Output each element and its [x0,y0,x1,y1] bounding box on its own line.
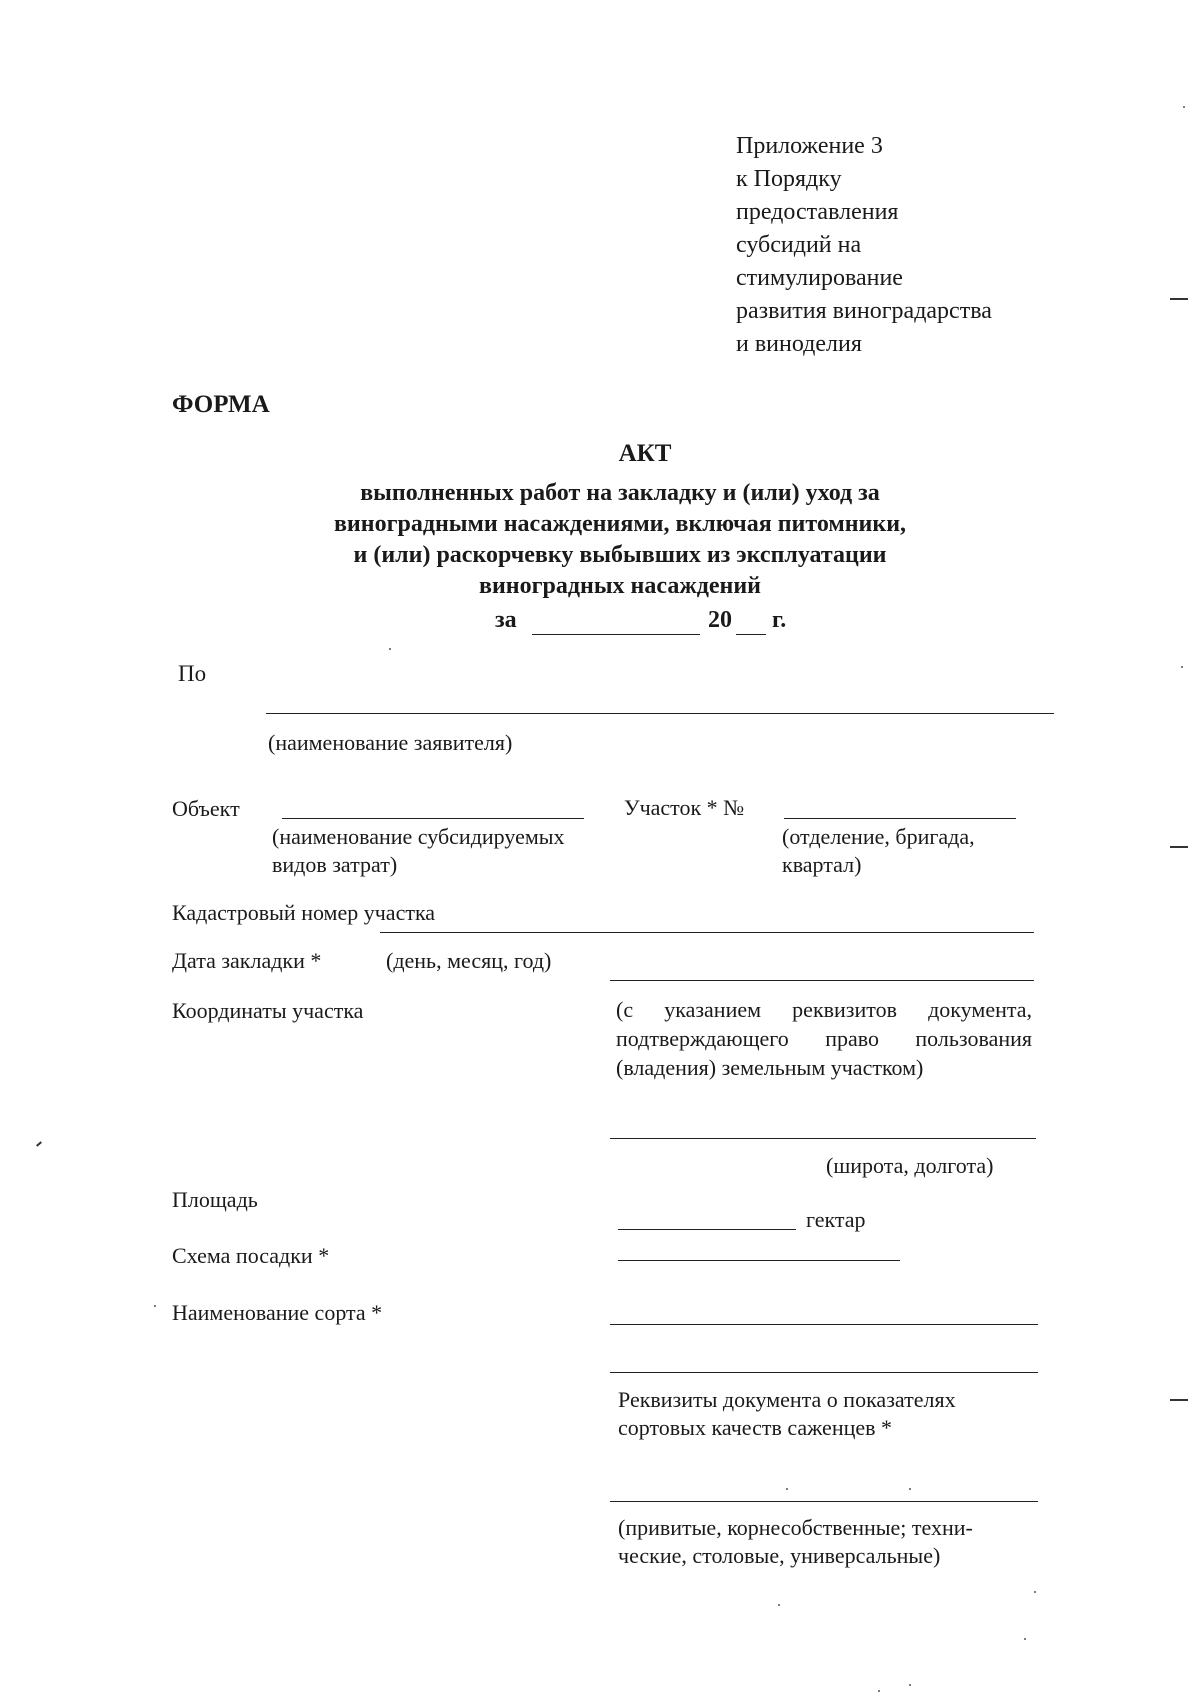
act-title [290,478,950,602]
scan-speck [909,1684,911,1686]
scan-speck [786,1488,788,1490]
period-year-blank[interactable] [736,634,766,635]
act-title-line: виноградными насаждениями, включая питомники, [333,511,907,537]
seedling-doc-1: Реквизиты документа о показателях [618,1387,956,1412]
planting-scheme-line[interactable] [618,1260,900,1261]
cadastral-label: Кадастровый номер участка [172,900,436,925]
appendix-line: предоставления [736,199,899,225]
appendix-line: стимулирование [736,265,903,291]
appendix-line: субсидий на [736,232,862,258]
scan-speck [778,1604,780,1606]
variety-name-line-2[interactable] [610,1372,1038,1373]
period-blank[interactable] [532,634,700,635]
scan-speck [154,1305,156,1307]
scan-speck [389,648,391,650]
scan-speck [1183,106,1185,108]
scan-speck [909,1488,911,1490]
variety-name-label: Наименование сорта * [172,1300,383,1325]
cadastral-line[interactable] [380,932,1034,933]
plot-line[interactable] [784,818,1016,819]
area-label: Площадь [172,1187,258,1212]
act-title-line: виноградных насаждений [478,573,762,599]
seedling-type-2: ческие, столовые, универсальные) [618,1543,941,1568]
appendix-line: и виноделия [736,331,862,357]
applicant-hint: (наименование заявителя) [268,730,513,755]
appendix-line: Приложение 3 [736,133,883,159]
applicant-line[interactable] [266,713,1054,714]
planting-date-label: Дата закладки * [172,948,322,973]
scan-speck [36,1141,42,1146]
coordinates-doc-line: подтверждающего право пользования [616,1026,1032,1051]
po-label: По [178,661,207,686]
appendix-line: развития виноградарства [736,298,992,324]
seedling-type-1: (привитые, корнесобственные; техни- [618,1515,973,1540]
scan-edge-mark [1170,846,1188,848]
act-heading: АКТ [618,440,672,467]
plot-label: Участок * № [624,795,745,820]
area-line[interactable] [618,1229,796,1230]
act-title-line: выполненных работ на закладку и (или) уход за [360,480,880,506]
seedling-doc-2: сортовых качеств саженцев * [618,1415,893,1440]
variety-name-line-1[interactable] [610,1324,1038,1325]
object-line[interactable] [282,818,584,819]
appendix-line: к Порядку [736,166,842,192]
scan-speck [1034,1591,1036,1593]
scan-edge-mark [1170,298,1188,300]
seedling-doc-line[interactable] [610,1501,1038,1502]
period-suffix: г. [772,607,787,633]
plot-hint-2: квартал) [782,852,862,877]
scan-speck [1181,666,1183,668]
period-year: 20 [708,607,732,633]
planting-date-hint: (день, месяц, год) [386,948,552,973]
scan-edge-mark [1170,1399,1188,1401]
coordinates-line[interactable] [610,1138,1036,1139]
coordinates-doc-line: (с указанием реквизитов документа, [616,997,1032,1022]
object-hint-2: видов затрат) [272,852,398,877]
coordinates-doc-hint [616,995,1032,1082]
appendix-note [736,130,992,361]
act-title-line: и (или) раскорчевку выбывших из эксплуатации [353,542,887,568]
scan-speck [1024,1638,1026,1640]
period-prefix: за [495,607,517,633]
coordinates-label: Координаты участка [172,998,364,1023]
area-unit: гектар [806,1207,866,1232]
planting-scheme-label: Схема посадки * [172,1243,330,1268]
planting-date-line[interactable] [610,980,1034,981]
lat-long-hint: (широта, долгота) [826,1153,994,1178]
plot-hint-1: (отделение, бригада, [782,824,975,849]
form-label: ФОРМА [172,391,270,418]
object-label: Объект [172,796,240,821]
object-hint-1: (наименование субсидируемых [272,824,565,849]
scan-speck [878,1690,880,1692]
coordinates-doc-line: (владения) земельным участком) [616,1055,924,1080]
